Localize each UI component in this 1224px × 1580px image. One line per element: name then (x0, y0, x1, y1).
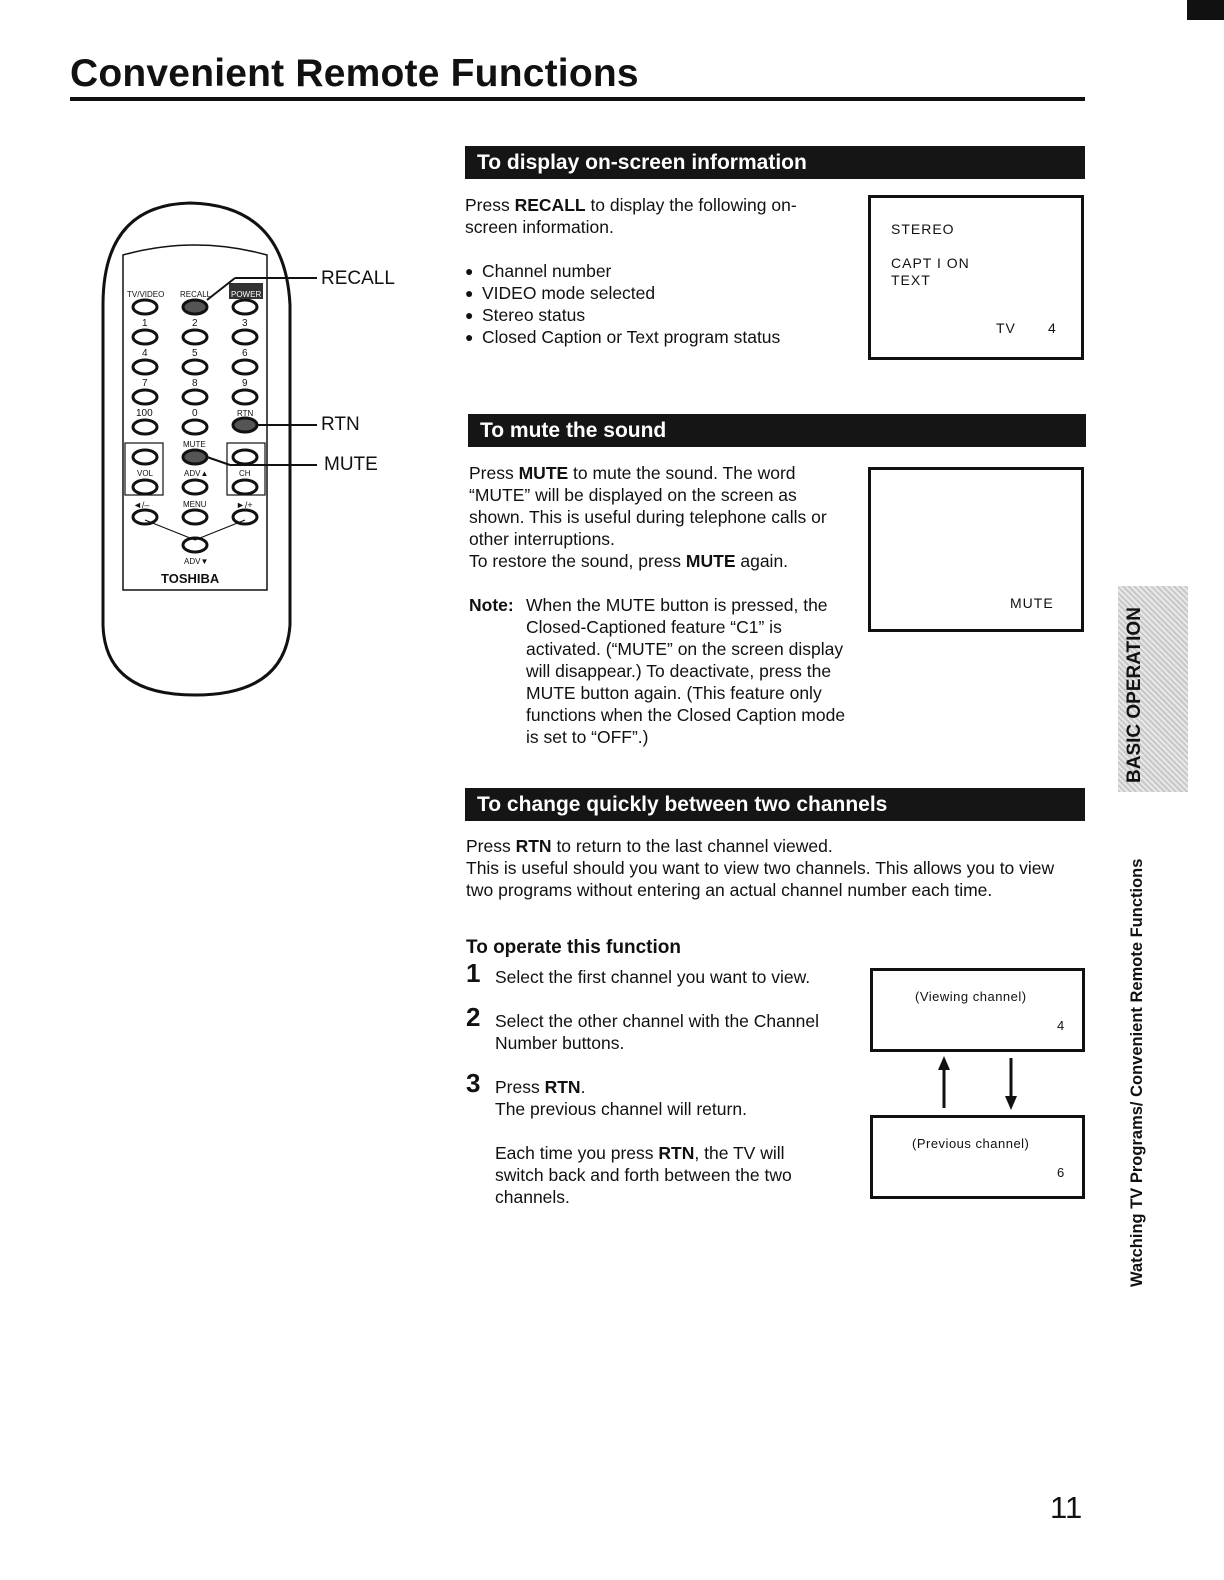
side-caption: Watching TV Programs/ Convenient Remote Functions (1128, 858, 1146, 1287)
subheading-operate: To operate this function (466, 937, 681, 958)
step-text: Select the other channel with the Channel Number buttons. (495, 1011, 819, 1053)
list-item: ● Channel number (465, 260, 845, 282)
tv-screen-mute (868, 467, 1084, 632)
note-label: Note: (469, 595, 514, 615)
step-number: 3 (466, 1068, 481, 1098)
callout-mute: MUTE (324, 454, 378, 475)
step-text: Press RTN. The previous channel will return. (495, 1077, 747, 1119)
list-item: ● Closed Caption or Text program status (465, 326, 845, 348)
page-title: Convenient Remote Functions (70, 52, 639, 95)
remote-label-1: 1 (142, 318, 148, 329)
remote-label-plus: ►/+ (236, 500, 253, 510)
screen-stereo-text: STEREO (891, 221, 955, 237)
remote-label-minus: ◄/– (133, 500, 150, 510)
remote-label-menu: MENU (183, 500, 207, 509)
screen-tv-text: TV (996, 320, 1016, 336)
remote-label-7: 7 (142, 378, 148, 389)
remote-label-100: 100 (136, 408, 153, 419)
section-rtn-paragraph: Press RTN to return to the last channel viewed. This is useful should you want to view two channels. This allows you to view two programs without entering an actual channel number each time. (466, 836, 1055, 900)
corner-mark (1187, 0, 1224, 20)
rtn-closing-text: Each time you press RTN, the TV will switch back and forth between the two channels. (495, 1143, 792, 1207)
callout-recall: RECALL (321, 268, 395, 289)
remote-label-2: 2 (192, 318, 198, 329)
screen-viewing-channel: 4 (1057, 1018, 1065, 1033)
screen-caption-text: CAPT I ON (891, 255, 970, 271)
remote-label-tv-video: TV/VIDEO (127, 290, 165, 299)
callout-rtn: RTN (321, 414, 360, 435)
remote-label-9: 9 (242, 378, 248, 389)
remote-label-recall: RECALL (180, 290, 212, 299)
section-display-header: To display on-screen information (465, 146, 1085, 179)
remote-label-adv-up: ADV▲ (184, 469, 209, 478)
tv-screen-previous (870, 1115, 1085, 1199)
section-display-bullets (465, 260, 845, 348)
step-number: 2 (466, 1002, 481, 1032)
remote-label-6: 6 (242, 348, 248, 359)
remote-label-0: 0 (192, 408, 198, 419)
remote-brand: TOSHIBA (161, 571, 220, 586)
remote-label-power: POWER (231, 290, 262, 299)
title-rule (70, 97, 1085, 101)
remote-label-5: 5 (192, 348, 198, 359)
remote-label-4: 4 (142, 348, 148, 359)
note-text: When the MUTE button is pressed, the Closed-Captioned feature “C1” is activated. (“MUTE” on the screen display will disappear.) To deactivate, press the MUTE button again. (This feature only functions when the Closed Caption mode is set to “OFF”.) (526, 595, 846, 747)
remote-label-rtn: RTN (237, 409, 254, 418)
remote-label-mute: MUTE (183, 440, 206, 449)
step-1 (466, 958, 856, 990)
tv-screen-recall (868, 195, 1084, 360)
step-text: Select the first channel you want to view. (495, 967, 811, 987)
section-mute-paragraph: Press MUTE to mute the sound. The word “MUTE” will be displayed on the screen as shown. This is useful during telephone calls or other interruptions. To restore the sound, press MUTE again. (469, 463, 827, 571)
list-item: ● Stereo status (465, 304, 845, 326)
screen-previous-channel: 6 (1057, 1165, 1065, 1180)
step-number: 1 (466, 958, 481, 988)
remote-label-adv-down: ADV▼ (184, 557, 209, 566)
step-3 (466, 1068, 856, 1124)
section-display-intro: Press RECALL to display the following on-screen information. (465, 195, 797, 237)
screen-channel-number: 4 (1048, 320, 1057, 336)
screen-mute-text: MUTE (1010, 595, 1054, 611)
step-2 (466, 1002, 856, 1058)
side-tab-label: BASIC OPERATION (1124, 607, 1145, 783)
section-rtn-header: To change quickly between two channels (465, 788, 1085, 821)
screen-previous-label: (Previous channel) (912, 1136, 1030, 1151)
section-mute-header: To mute the sound (468, 414, 1086, 447)
screen-text-text: TEXT (891, 272, 931, 288)
list-item: ● VIDEO mode selected (465, 282, 845, 304)
screen-viewing-label: (Viewing channel) (915, 989, 1027, 1004)
switch-arrows-icon (925, 1056, 1025, 1112)
remote-label-8: 8 (192, 378, 198, 389)
remote-label-3: 3 (242, 318, 248, 329)
remote-label-ch: CH (239, 469, 251, 478)
tv-screen-viewing (870, 968, 1085, 1052)
remote-label-vol: VOL (137, 469, 154, 478)
page-number: 11 (1050, 1490, 1083, 1525)
